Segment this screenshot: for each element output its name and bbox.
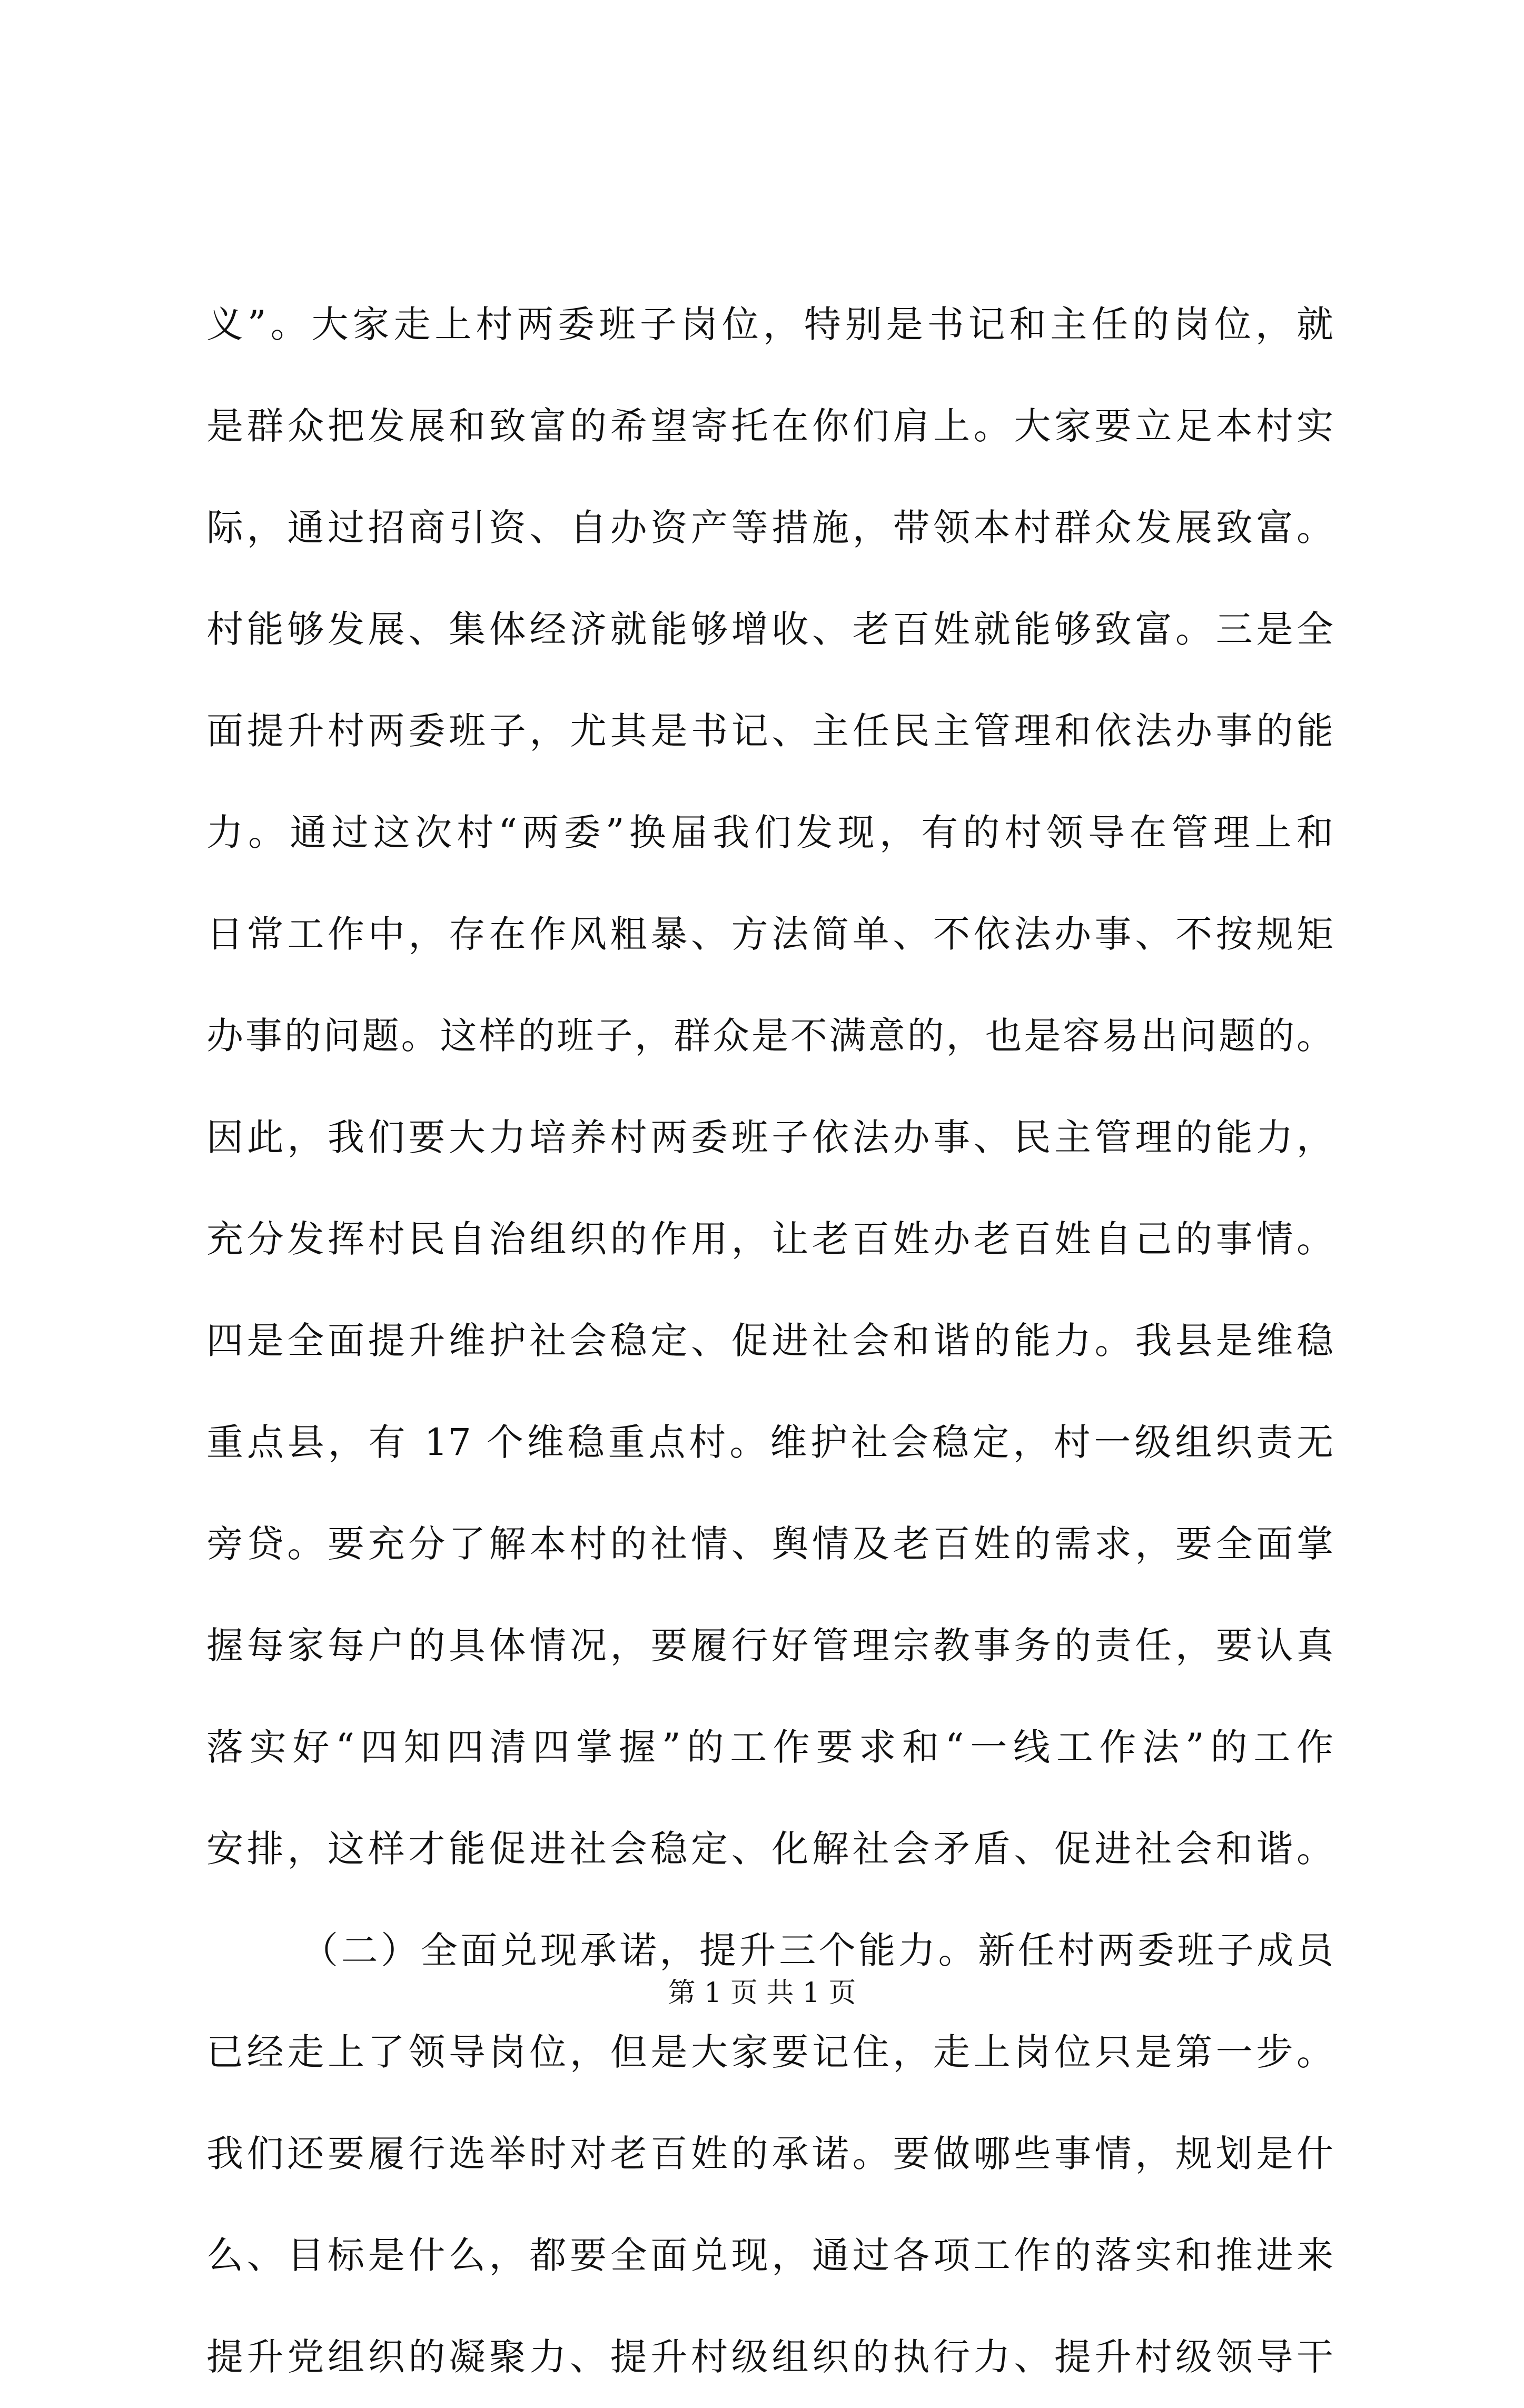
text-line-15: 落实好“四知四清四掌握”的工作要求和“一线工作法”的工作 xyxy=(206,1726,1333,1769)
text-line-18: 已经走上了领导岗位，但是大家要记住，走上岗位只是第一步。 xyxy=(206,2030,1333,2074)
text-line-21: 提升党组织的凝聚力、提升村级组织的执行力、提升村级领导干 xyxy=(206,2335,1333,2379)
text-line-1: 义”。大家走上村两委班子岗位，特别是书记和主任的岗位，就 xyxy=(206,303,1333,346)
text-line-19: 我们还要履行选举时对老百姓的承诺。要做哪些事情，规划是什 xyxy=(206,2132,1333,2175)
text-line-3: 际，通过招商引资、自办资产等措施，带领本村群众发展致富。 xyxy=(206,506,1333,549)
page-footer: 第 1 页 共 1 页 xyxy=(668,1977,856,2009)
text-line-10: 充分发挥村民自治组织的作用，让老百姓办老百姓自己的事情。 xyxy=(206,1217,1333,1261)
text-line-7: 日常工作中，存在作风粗暴、方法简单、不依法办事、不按规矩 xyxy=(206,913,1333,956)
text-line-17-section-heading: （二）全面兑现承诺，提升三个能力。新任村两委班子成员 xyxy=(301,1929,1333,1972)
text-line-20: 么、目标是什么，都要全面兑现，通过各项工作的落实和推进来 xyxy=(206,2234,1333,2277)
text-line-9: 因此，我们要大力培养村两委班子依法办事、民主管理的能力， xyxy=(206,1116,1333,1159)
text-line-2: 是群众把发展和致富的希望寄托在你们肩上。大家要立足本村实 xyxy=(206,404,1333,448)
body-text xyxy=(206,274,1333,2408)
text-line-16: 安排，这样才能促进社会稳定、化解社会矛盾、促进社会和谐。 xyxy=(206,1827,1333,1870)
text-line-13: 旁贷。要充分了解本村的社情、舆情及老百姓的需求，要全面掌 xyxy=(206,1522,1333,1565)
text-line-12: 重点县，有 17 个维稳重点村。维护社会稳定，村一级组织责无 xyxy=(206,1421,1333,1464)
text-line-14: 握每家每户的具体情况，要履行好管理宗教事务的责任，要认真 xyxy=(206,1624,1333,1667)
text-line-6: 力。通过这次村“两委”换届我们发现，有的村领导在管理上和 xyxy=(206,811,1333,854)
text-line-11: 四是全面提升维护社会稳定、促进社会和谐的能力。我县是维稳 xyxy=(206,1319,1333,1362)
text-line-8: 办事的问题。这样的班子，群众是不满意的，也是容易出问题的。 xyxy=(206,1014,1333,1057)
text-line-5: 面提升村两委班子，尤其是书记、主任民主管理和依法办事的能 xyxy=(206,709,1333,752)
text-line-4: 村能够发展、集体经济就能够增收、老百姓就能够致富。三是全 xyxy=(206,608,1333,651)
